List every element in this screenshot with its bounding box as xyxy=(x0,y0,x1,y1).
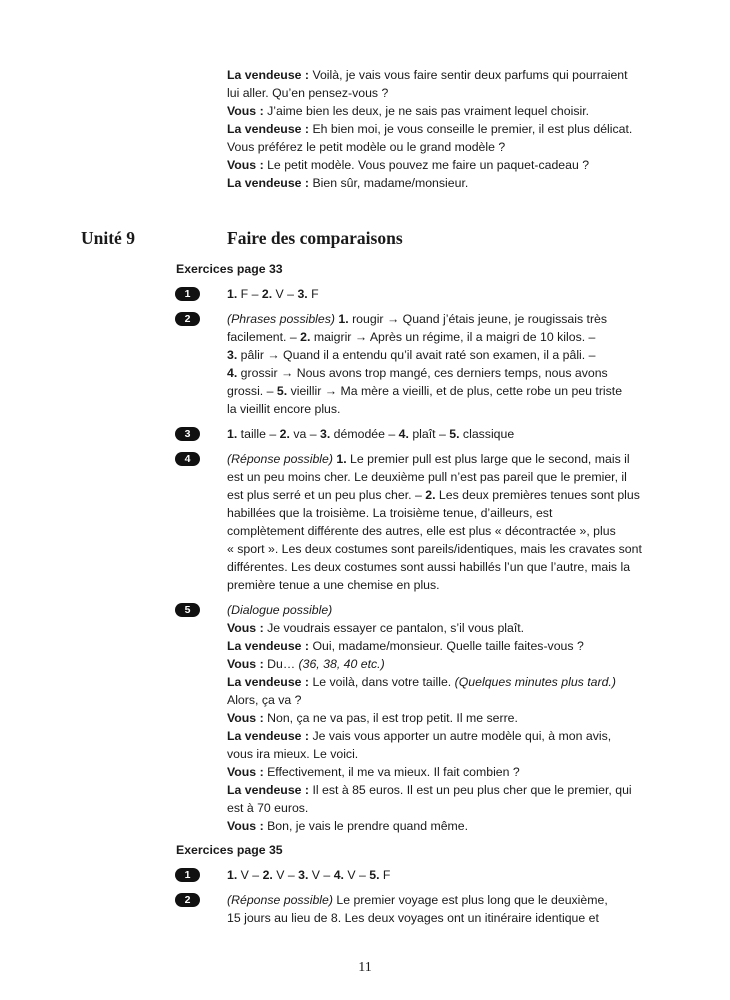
text-line xyxy=(227,866,672,884)
bold-label: La vendeuse : xyxy=(227,729,313,743)
bold-label: Vous : xyxy=(227,819,268,833)
exercise-section-heading: Exercices page 35 xyxy=(176,843,283,857)
text-span: va – xyxy=(289,427,320,441)
text-line xyxy=(227,691,672,709)
text-span: grossir → Nous avons trop mangé, ces derniers temps, nous avons xyxy=(237,366,608,380)
text-span: Du… xyxy=(267,657,299,671)
text-span: facilement. – xyxy=(227,330,301,344)
text-line xyxy=(227,909,672,927)
text-line xyxy=(227,138,667,156)
text-span: habillées que la troisième. La troisième tenue, d’ailleurs, est xyxy=(227,506,553,520)
text-span: J’aime bien les deux, je ne sais pas vraiment lequel choisir. xyxy=(267,104,590,118)
text-span: Voilà, je vais vous faire sentir deux parfums qui pourraient xyxy=(312,68,628,82)
text-line xyxy=(227,540,672,558)
italic-text: (Réponse possible) xyxy=(227,893,337,907)
text-span: Je voudrais essayer ce pantalon, s’il vous plaît. xyxy=(267,621,525,635)
text-line xyxy=(227,655,672,673)
text-span: Le premier voyage est plus long que le deuxième, xyxy=(336,893,608,907)
intro-dialogue xyxy=(227,66,667,192)
text-span: Bon, je vais le prendre quand même. xyxy=(267,819,469,833)
bold-label: Vous : xyxy=(227,711,268,725)
bold-label: 3. xyxy=(320,427,331,441)
text-line xyxy=(227,328,672,346)
italic-text: (Dialogue possible) xyxy=(227,603,333,617)
text-span: rougir → Quand j’étais jeune, je rougissais très xyxy=(348,312,608,326)
text-line xyxy=(227,450,672,468)
text-line xyxy=(227,285,672,303)
text-span: démodée – xyxy=(330,427,399,441)
exercise-number-badge: 1 xyxy=(175,868,200,882)
text-line xyxy=(227,346,672,364)
page-number: 11 xyxy=(358,960,372,975)
bold-label: 2. xyxy=(279,427,290,441)
text-span: Les deux premières tenues sont plus xyxy=(435,488,640,502)
exercise-answer xyxy=(227,450,672,594)
exercise-section-heading: Exercices page 33 xyxy=(176,262,283,276)
bold-label: 1. xyxy=(338,312,349,326)
bold-label: 3. xyxy=(227,348,238,362)
text-line xyxy=(227,891,672,909)
bold-label: Vous : xyxy=(227,158,268,172)
text-line xyxy=(227,619,672,637)
text-span: maigrir → Après un régime, il a maigri de 10 kilos. – xyxy=(310,330,596,344)
text-line xyxy=(227,673,672,691)
text-line xyxy=(227,400,672,418)
exercise-answer xyxy=(227,866,672,884)
text-line xyxy=(227,364,672,382)
exercise-number-badge: 5 xyxy=(175,603,200,617)
text-line xyxy=(227,601,672,619)
bold-label: 1. xyxy=(227,287,238,301)
bold-label: La vendeuse : xyxy=(227,176,313,190)
text-span: est plus serré et un peu plus cher. – xyxy=(227,488,426,502)
exercise-answer xyxy=(227,285,672,303)
text-span: 15 jours au lieu de 8. Les deux voyages ont un itinéraire identique et xyxy=(227,911,599,925)
bold-label: 1. xyxy=(227,427,238,441)
text-span: Je vais vous apporter un autre modèle qui, à mon avis, xyxy=(312,729,612,743)
text-line xyxy=(227,576,672,594)
text-line xyxy=(227,66,667,84)
bold-label: 3. xyxy=(298,868,309,882)
bold-label: 1. xyxy=(336,452,347,466)
text-span: Le premier pull est plus large que le second, mais il xyxy=(346,452,630,466)
bold-label: Vous : xyxy=(227,621,268,635)
text-line xyxy=(227,709,672,727)
text-line xyxy=(227,310,672,328)
text-line xyxy=(227,156,667,174)
bold-label: 5. xyxy=(276,384,288,398)
bold-label: La vendeuse : xyxy=(227,639,313,653)
text-line xyxy=(227,637,672,655)
exercise-answer xyxy=(227,601,672,835)
text-span: Le petit modèle. Vous pouvez me faire un paquet-cadeau ? xyxy=(267,158,590,172)
bold-label: La vendeuse : xyxy=(227,122,313,136)
text-line xyxy=(227,745,672,763)
text-span: Bien sûr, madame/monsieur. xyxy=(312,176,469,190)
text-line xyxy=(227,727,672,745)
text-line xyxy=(227,799,672,817)
text-line xyxy=(227,468,672,486)
text-line xyxy=(227,382,672,400)
text-line xyxy=(227,817,672,835)
bold-label: La vendeuse : xyxy=(227,783,313,797)
text-span: première tenue a une chemise en plus. xyxy=(227,578,440,592)
text-span: V – xyxy=(308,868,334,882)
exercise-answer xyxy=(227,310,672,418)
text-line xyxy=(227,84,667,102)
text-span: différentes. Les deux costumes sont aussi habillés l’un que l’autre, mais la xyxy=(227,560,631,574)
text-span: F xyxy=(307,287,319,301)
text-span: Effectivement, il me va mieux. Il fait combien ? xyxy=(267,765,520,779)
text-span: Non, ça ne va pas, il est trop petit. Il me serre. xyxy=(267,711,518,725)
text-span: V – xyxy=(343,868,370,882)
text-span: Oui, madame/monsieur. Quelle taille faites-vous ? xyxy=(312,639,584,653)
text-line xyxy=(227,504,672,522)
bold-label: Vous : xyxy=(227,657,268,671)
text-span: est un peu moins cher. Le deuxième pull n’est pas pareil que le premier, il xyxy=(227,470,627,484)
exercise-number-badge: 2 xyxy=(175,893,200,907)
text-span: classique xyxy=(459,427,515,441)
unit-number: Unité 9 xyxy=(81,228,135,248)
text-line xyxy=(227,425,672,443)
text-span: la vieillit encore plus. xyxy=(227,402,341,416)
bold-label: 4. xyxy=(398,427,409,441)
text-span: pâlir → Quand il a entendu qu’il avait raté son examen, il a pâli. – xyxy=(237,348,596,362)
italic-text: (Quelques minutes plus tard.) xyxy=(454,675,616,689)
bold-label: 3. xyxy=(297,287,308,301)
text-span: lui aller. Qu’en pensez-vous ? xyxy=(227,86,389,100)
text-span: grossi. – xyxy=(227,384,277,398)
text-line xyxy=(227,486,672,504)
text-span: Vous préférez le petit modèle ou le grand modèle ? xyxy=(227,140,506,154)
text-line xyxy=(227,763,672,781)
italic-text: (Phrases possibles) xyxy=(227,312,339,326)
text-line xyxy=(227,781,672,799)
bold-label: La vendeuse : xyxy=(227,675,313,689)
text-span: est à 70 euros. xyxy=(227,801,309,815)
bold-label: Vous : xyxy=(227,765,268,779)
text-line xyxy=(227,174,667,192)
bold-label: 5. xyxy=(449,427,460,441)
text-span: taille – xyxy=(237,427,280,441)
text-span: plaît – xyxy=(408,427,450,441)
text-span: F – xyxy=(237,287,262,301)
bold-label: La vendeuse : xyxy=(227,68,313,82)
bold-label: 2. xyxy=(261,287,273,301)
bold-label: 4. xyxy=(333,868,344,882)
exercise-answer xyxy=(227,425,672,443)
text-line xyxy=(227,102,667,120)
bold-label: Vous : xyxy=(227,104,268,118)
text-line xyxy=(227,120,667,138)
exercise-number-badge: 4 xyxy=(175,452,200,466)
exercise-number-badge: 2 xyxy=(175,312,200,326)
text-line xyxy=(227,558,672,576)
text-span: vous ira mieux. Le voici. xyxy=(227,747,359,761)
italic-text: (Réponse possible) xyxy=(227,452,337,466)
bold-label: 4. xyxy=(227,366,238,380)
text-span: V – xyxy=(272,287,298,301)
text-span: Eh bien moi, je vous conseille le premier, il est plus délicat. xyxy=(312,122,633,136)
text-span: V – xyxy=(272,868,299,882)
text-span: Alors, ça va ? xyxy=(227,693,302,707)
exercise-number-badge: 3 xyxy=(175,427,200,441)
text-span: vieillir → Ma mère a vieilli, et de plus, cette robe un peu triste xyxy=(287,384,623,398)
unit-title: Faire des comparaisons xyxy=(227,228,403,248)
exercise-number-badge: 1 xyxy=(175,287,200,301)
text-span: F xyxy=(379,868,391,882)
text-span: Le voilà, dans votre taille. xyxy=(312,675,455,689)
text-line xyxy=(227,522,672,540)
text-span: complètement différente des autres, elle est plus « décontractée », plus xyxy=(227,524,616,538)
exercise-answer xyxy=(227,891,672,927)
bold-label: 1. xyxy=(227,868,238,882)
bold-label: 5. xyxy=(369,868,380,882)
italic-text: (36, 38, 40 etc.) xyxy=(298,657,385,671)
text-span: Il est à 85 euros. Il est un peu plus cher que le premier, qui xyxy=(312,783,632,797)
text-span: V – xyxy=(237,868,263,882)
bold-label: 2. xyxy=(262,868,273,882)
bold-label: 2. xyxy=(300,330,311,344)
text-span: « sport ». Les deux costumes sont pareils/identiques, mais les cravates sont xyxy=(227,542,642,556)
bold-label: 2. xyxy=(425,488,436,502)
